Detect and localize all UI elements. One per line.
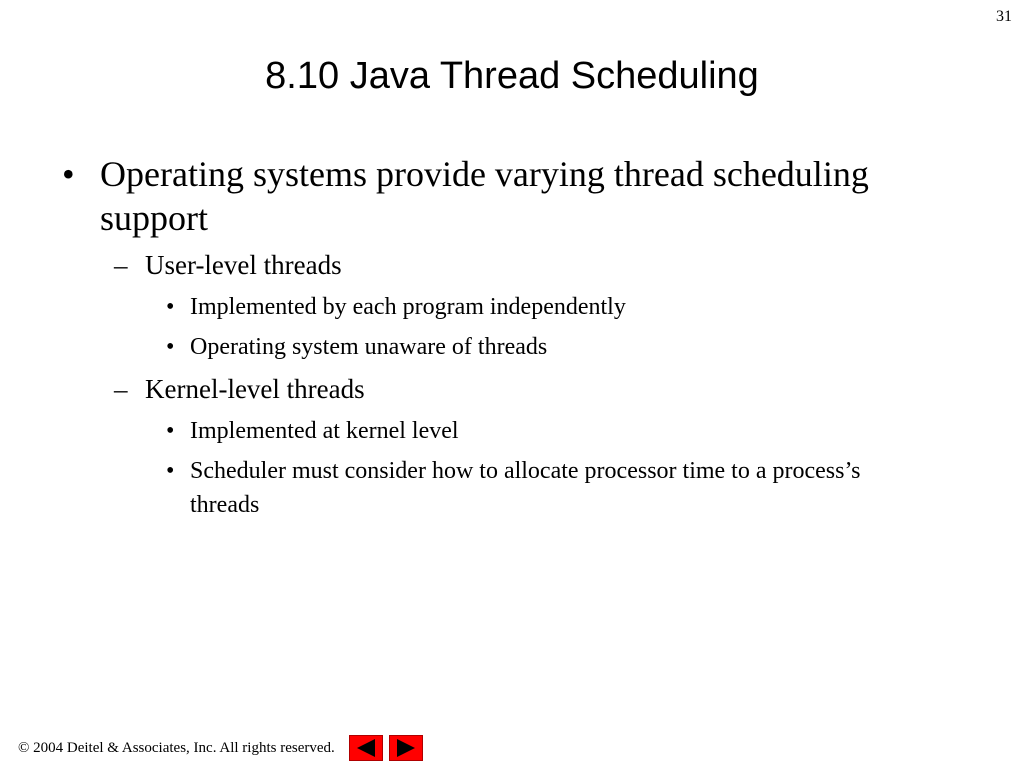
bullet-text: Operating systems provide varying thread scheduling support — [100, 154, 869, 238]
next-slide-button[interactable] — [389, 735, 423, 761]
bullet-marker: • — [166, 418, 175, 444]
sub-bullet-kernel-level — [0, 372, 1024, 406]
copyright-text: © 2004 Deitel & Associates, Inc. All rights reserved. — [18, 739, 335, 756]
bullet-marker: • — [166, 294, 175, 320]
dash-marker: – — [114, 374, 128, 404]
sub-sub-bullet — [0, 414, 1024, 448]
sub-sub-bullet-text: Implemented by each program independently — [190, 294, 626, 320]
slide-footer — [18, 735, 423, 761]
dash-marker: – — [114, 250, 128, 280]
sub-sub-bullet — [0, 290, 1024, 324]
slide-content — [0, 152, 1024, 522]
sub-sub-bullet-text: Scheduler must consider how to allocate processor time to a process’s threads — [190, 458, 861, 518]
bullet-level1 — [0, 152, 1024, 240]
left-triangle-icon — [357, 739, 375, 757]
right-triangle-icon — [397, 739, 415, 757]
sub-sub-bullet — [0, 454, 1024, 522]
bullet-marker: • — [166, 458, 175, 484]
sub-bullet-text: User-level threads — [145, 250, 342, 280]
bullet-marker: • — [62, 154, 75, 194]
sub-sub-bullet — [0, 330, 1024, 364]
slide-number: 31 — [996, 8, 1012, 25]
slide-title: 8.10 Java Thread Scheduling — [265, 55, 759, 97]
sub-sub-bullet-text: Implemented at kernel level — [190, 418, 459, 444]
sub-sub-bullet-text: Operating system unaware of threads — [190, 334, 548, 360]
bullet-marker: • — [166, 334, 175, 360]
sub-bullet-text: Kernel-level threads — [145, 374, 365, 404]
previous-slide-button[interactable] — [349, 735, 383, 761]
sub-bullet-user-level — [0, 248, 1024, 282]
